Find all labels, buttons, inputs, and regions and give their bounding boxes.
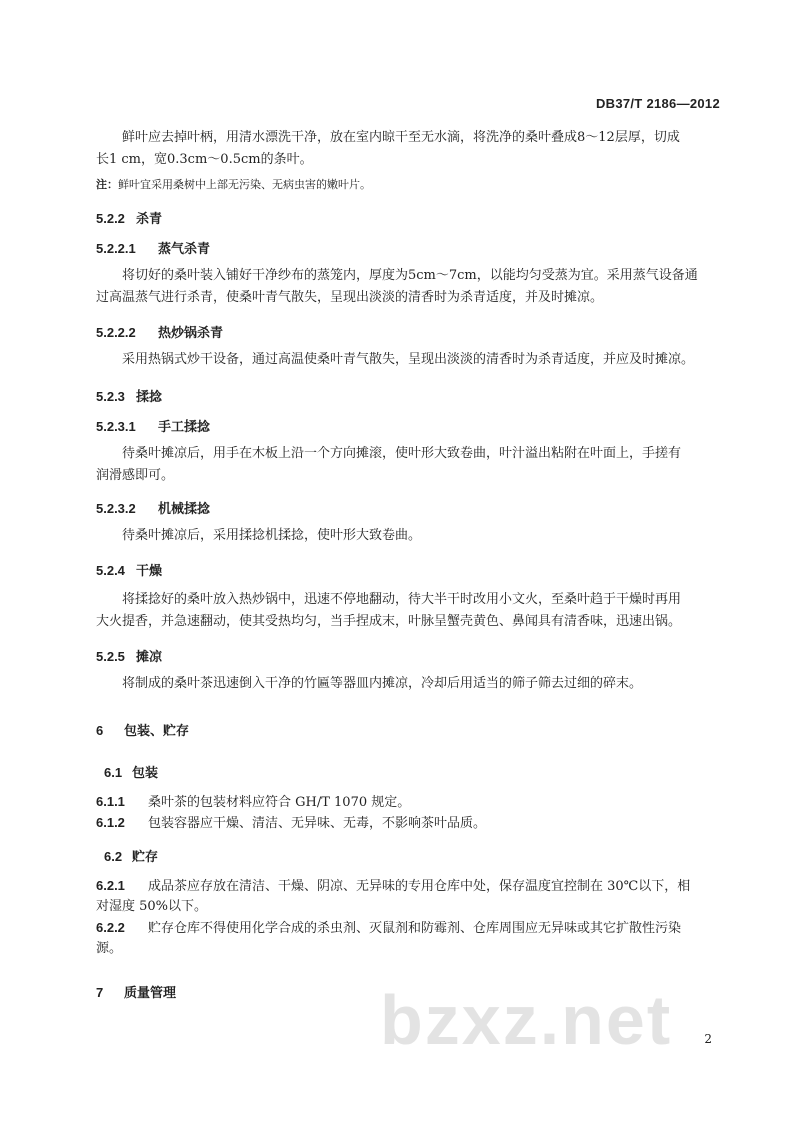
heading-title: 蒸气杀青 [158,242,211,257]
heading-number: 7 [96,985,104,1000]
heading-5-2-3-1 [96,416,210,435]
paragraph-fresh-leaf-line1: 鲜叶应去掉叶柄，用清水漂洗干净，放在室内晾干至无水滴，将洗净的桑叶叠成8～12层厚，切成 [122,130,680,145]
heading-5-2-2 [96,208,162,227]
heading-5-2-2-2 [96,322,223,341]
heading-title: 干燥 [136,564,163,579]
clause-number: 6.1.2 [96,815,125,830]
paragraph-machine: 待桑叶摊凉后，采用揉捻机揉捻，使叶形大致卷曲。 [122,528,422,543]
page-number: 2 [704,1032,712,1046]
heading-title: 机械揉捻 [158,502,211,517]
heading-title: 热炒锅杀青 [158,326,224,341]
clause-6-1-2 [96,813,486,834]
heading-number: 6.2 [104,849,123,864]
clause-6-2-1 [96,876,690,897]
paragraph-fresh-leaf-line2: 长1 cm，宽0.3cm～0.5cm的条叶。 [96,152,313,167]
heading-number: 5.2.3.1 [96,419,136,434]
heading-number: 6 [96,723,104,738]
heading-5-2-3-2 [96,498,210,517]
heading-5-2-3 [96,386,162,405]
heading-title: 包装、贮存 [124,724,190,739]
paragraph-pan: 采用热锅式炒干设备，通过高温使桑叶青气散失，呈现出淡淡的清香时为杀青适度，并应及时摊凉。 [122,352,695,367]
paragraph-steam-line2: 过高温蒸气进行杀青，使桑叶青气散失，呈现出淡淡的清香时为杀青适度，并及时摊凉。 [96,290,604,305]
clause-text: 成品茶应存放在清洁、干燥、阴凉、无异味的专用仓库中处，保存温度宜控制在 30℃以下，相 [148,879,691,894]
heading-5-2-5 [96,646,162,665]
paragraph-hand-line2: 润滑感即可。 [96,468,175,483]
clause-number: 6.2.1 [96,878,125,893]
clause-text: 包装容器应干燥、清洁、无异味、无毒，不影响茶叶品质。 [148,816,487,831]
heading-number: 5.2.3 [96,389,125,404]
paragraph-dry-line2: 大火提香，并急速翻动，使其受热均匀，当手捏成末，叶脉呈蟹壳黄色、鼻闻具有清香味，迅速出锅。 [96,614,682,629]
heading-number: 5.2.2.1 [96,241,136,256]
paragraph-dry-line1: 将揉捻好的桑叶放入热炒锅中，迅速不停地翻动，待大半干时改用小文火，至桑叶趋于干燥时再用 [122,592,682,607]
heading-number: 5.2.5 [96,649,125,664]
heading-title: 贮存 [132,850,159,865]
heading-number: 5.2.3.2 [96,501,136,516]
note [96,176,371,192]
clause-text: 贮存仓库不得使用化学合成的杀虫剂、灭鼠剂和防霉剂、仓库周围应无异味或其它扩散性污染 [148,921,682,936]
heading-number: 5.2.2 [96,211,125,226]
paragraph-cool: 将制成的桑叶茶迅速倒入干净的竹匾等器皿内摊凉，冷却后用适当的筛子筛去过细的碎末。 [122,676,643,691]
clause-6-2-2 [96,918,681,939]
clause-6-1-1 [96,792,410,813]
heading-title: 手工揉捻 [158,420,211,435]
heading-title: 质量管理 [124,986,177,1001]
heading-title: 揉捻 [136,390,163,405]
note-text: 鲜叶宜采用桑树中上部无污染、无病虫害的嫩叶片。 [118,178,371,191]
heading-title: 包装 [132,766,159,781]
paragraph-hand-line1: 待桑叶摊凉后，用手在木板上沿一个方向摊滚，使叶形大致卷曲，叶汁溢出粘附在叶面上，手搓有 [122,446,682,461]
note-label: 注： [96,178,118,191]
watermark: bzxz.net [380,981,673,1059]
paragraph-steam-line1: 将切好的桑叶装入铺好干净纱布的蒸笼内，厚度为5cm～7cm，以能均匀受蒸为宜。采用蒸气设备通 [122,268,698,283]
clause-number: 6.2.2 [96,920,125,935]
heading-5-2-4 [96,560,162,579]
clause-6-2-1-continued: 对湿度 50%以下。 [96,899,208,914]
heading-6-1 [104,762,158,781]
document-code: DB37/T 2186—2012 [595,96,720,111]
heading-title: 摊凉 [136,650,163,665]
heading-6 [96,720,189,739]
heading-7 [96,982,176,1001]
heading-title: 杀青 [136,212,163,227]
clause-text: 桑叶茶的包装材料应符合 GH/T 1070 规定。 [148,795,411,810]
heading-5-2-2-1 [96,238,210,257]
heading-number: 5.2.4 [96,563,125,578]
clause-number: 6.1.1 [96,794,125,809]
heading-number: 5.2.2.2 [96,325,136,340]
clause-6-2-2-continued: 源。 [96,941,123,956]
heading-6-2 [104,846,158,865]
heading-number: 6.1 [104,765,123,780]
